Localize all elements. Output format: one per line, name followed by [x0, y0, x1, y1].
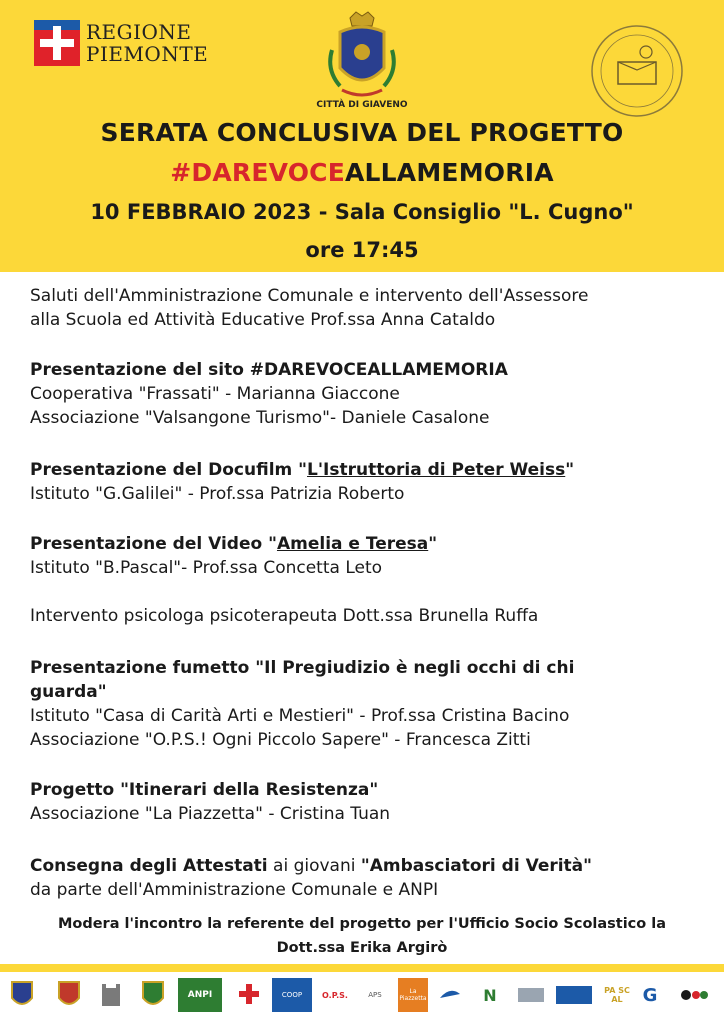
itinerari-title: Progetto "Itinerari della Resistenza" [30, 780, 379, 800]
partner-crest-icon-1 [8, 978, 36, 1012]
anpi-logo: ANPI [178, 978, 222, 1012]
docufilm-line1: Istituto "G.Galilei" - Prof.ssa Patrizia Roberto [30, 484, 405, 504]
coop-logo: COOP [272, 978, 312, 1012]
docufilm-prefix: Presentazione del Docufilm [30, 460, 299, 480]
ops-logo: O.P.S. [322, 990, 348, 1000]
saluti-line2: alla Scuola ed Attività Educative Prof.ssa Anna Cataldo [30, 310, 496, 330]
header-banner [0, 0, 724, 272]
piemonte-flag-icon [34, 20, 80, 66]
fumetto-title-line1: Presentazione fumetto "Il Pregiudizio è negli occhi di chi [30, 658, 575, 678]
video-prefix: Presentazione del Video " [30, 534, 277, 554]
fumetto-line2: Associazione "O.P.S.! Ogni Piccolo Sapere" - Francesca Zitti [30, 730, 531, 750]
sito-line2: Associazione "Valsangone Turismo"- Daniele Casalone [30, 408, 490, 428]
psicologa-line: Intervento psicologa psicoterapeuta Dott.ssa Brunella Ruffa [30, 606, 539, 626]
consegna-bold: Consegna degli Attestati [30, 856, 268, 876]
modera-line2: Dott.ssa Erika Argirò [276, 940, 448, 956]
citta-label: CITTÀ DI GIAVENO [316, 100, 408, 110]
consegna-bold2: "Ambasciatori di Verità" [360, 856, 593, 876]
docufilm-title [30, 458, 710, 482]
dar-voce-alla-memoria-seal-icon [588, 22, 686, 120]
event-time: ore 17:45 [305, 238, 419, 262]
partner-school-icon [514, 978, 548, 1012]
g-logo: G [642, 984, 658, 1006]
giaveno-crest-icon [320, 10, 404, 106]
partner-cross-icon [234, 978, 264, 1012]
video-line1: Istituto "B.Pascal"- Prof.ssa Concetta Leto [30, 558, 383, 578]
aps-logo: APS [368, 991, 382, 999]
date-place: 10 FEBBRAIO 2023 - Sala Consiglio "L. Cugno" [90, 200, 634, 224]
consegna-title [30, 854, 710, 878]
itinerari-line1: Associazione "La Piazzetta" - Cristina Tuan [30, 804, 391, 824]
sito-line1: Cooperativa "Frassati" - Marianna Giaccone [30, 384, 400, 404]
partner-crest-icon-2 [56, 978, 82, 1012]
video-name: Amelia e Teresa [276, 534, 429, 554]
fumetto-title-line2: guarda" [30, 682, 107, 702]
title-line1: SERATA CONCLUSIVA DEL PROGETTO [100, 118, 624, 147]
docufilm-quote-open: " [298, 460, 308, 480]
partner-bird-icon [436, 978, 464, 1012]
partner-ant-icon [672, 978, 716, 1012]
partner-crest-icon-3 [140, 978, 166, 1012]
saluti-line1: Saluti dell'Amministrazione Comunale e intervento dell'Assessore [30, 286, 589, 306]
consegna-mid: ai giovani [267, 856, 361, 876]
modera-line1: Modera l'incontro la referente del progetto per l'Ufficio Socio Scolastico la [57, 916, 667, 932]
docufilm-quote-close: " [565, 460, 575, 480]
docufilm-name: L'Istruttoria di Peter Weiss [307, 460, 566, 480]
hashtag-red-part: #DAREVOCE [170, 158, 345, 187]
sito-title: Presentazione del sito #DAREVOCEALLAMEMORIA [30, 360, 508, 380]
title-hashtag [0, 158, 724, 187]
piazzetta-logo: La Piazzetta [398, 978, 428, 1012]
partner-castle-icon [98, 978, 124, 1012]
partner-logos-strip [0, 964, 724, 1024]
regione-piemonte-logo [34, 20, 208, 66]
video-quote-close: " [428, 534, 438, 554]
n-logo: N [483, 985, 497, 1005]
fumetto-line1: Istituto "Casa di Carità Arti e Mestieri" - Prof.ssa Cristina Bacino [30, 706, 570, 726]
hashtag-black-part: ALLAMEMORIA [345, 158, 554, 187]
partner-pascal-icon [552, 978, 596, 1012]
pascal-text-logo: PA SC AL [604, 986, 630, 1004]
regione-line1: REGIONE [86, 20, 192, 44]
consegna-line1: da parte dell'Amministrazione Comunale e ANPI [30, 880, 439, 900]
regione-line2: PIEMONTE [86, 42, 209, 66]
video-title [30, 532, 710, 556]
